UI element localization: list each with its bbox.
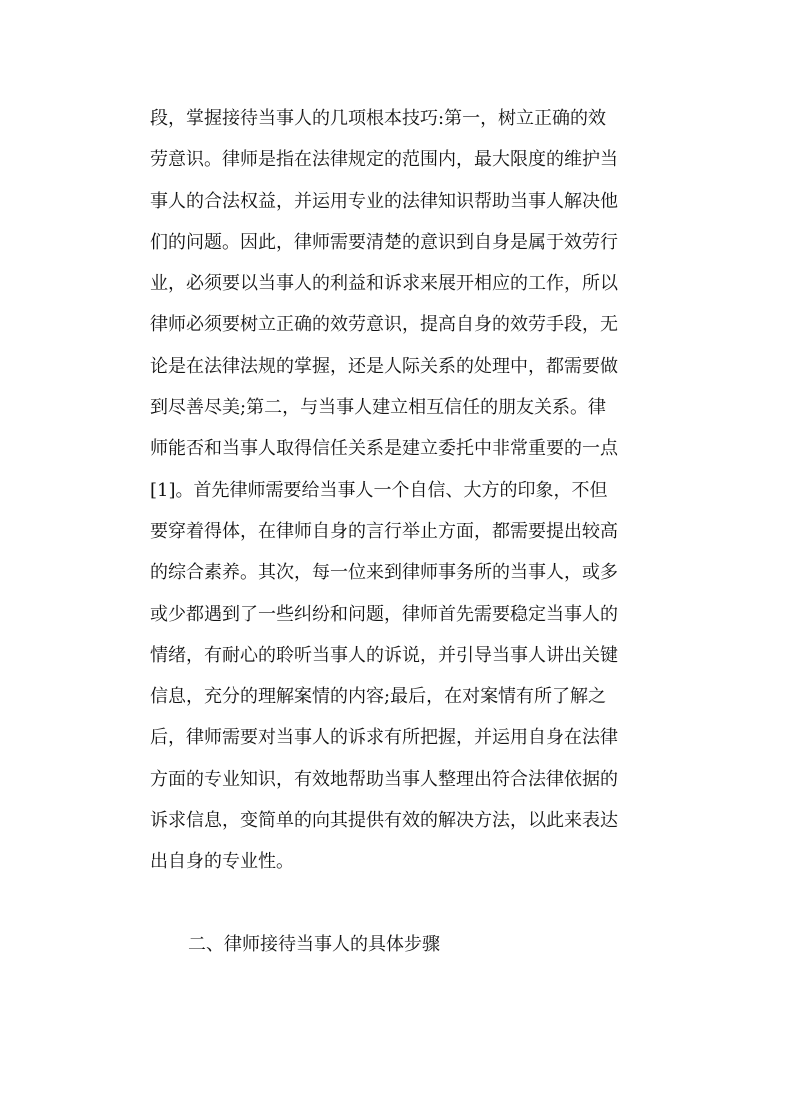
paragraph-line: 们的问题。因此，律师需要清楚的意识到自身是属于效劳行 <box>150 231 618 253</box>
paragraph-line: 诉求信息，变简单的向其提供有效的解决方法，以此来表达 <box>150 810 618 832</box>
paragraph-line: 后，律师需要对当事人的诉求有所把握，并运用自身在法律 <box>150 727 618 749</box>
paragraph-line: 论是在法律法规的掌握，还是人际关系的处理中，都需要做 <box>150 355 618 377</box>
paragraph-line: 情绪，有耐心的聆听当事人的诉说，并引导当事人讲出关键 <box>150 644 618 666</box>
paragraph-line: 业，必须要以当事人的利益和诉求来展开相应的工作，所以 <box>150 273 618 295</box>
body-paragraph <box>150 98 650 883</box>
paragraph-line: 师能否和当事人取得信任关系是建立委托中非常重要的一点 <box>150 438 618 460</box>
paragraph-line: 信息，充分的理解案情的内容;最后，在对案情有所了解之 <box>150 686 607 708</box>
section-heading: 二、律师接待当事人的具体步骤 <box>188 934 440 955</box>
paragraph-line: 的综合素养。其次，每一位来到律师事务所的当事人，或多 <box>150 562 618 584</box>
paragraph-line: 要穿着得体，在律师自身的言行举止方面，都需要提出较高 <box>150 520 618 542</box>
paragraph-line: 或少都遇到了一些纠纷和问题，律师首先需要稳定当事人的 <box>150 603 618 625</box>
paragraph-line: 到尽善尽美;第二，与当事人建立相互信任的朋友关系。律 <box>150 397 607 419</box>
paragraph-line: 段，掌握接待当事人的几项根本技巧:第一，树立正确的效 <box>150 108 607 129</box>
paragraph-line: 律师必须要树立正确的效劳意识，提高自身的效劳手段，无 <box>150 314 618 336</box>
paragraph-line: [1]。首先律师需要给当事人一个自信、大方的印象，不但 <box>150 479 608 501</box>
paragraph-line: 事人的合法权益，并运用专业的法律知识帮助当事人解决他 <box>150 190 618 212</box>
paragraph-line: 出自身的专业性。 <box>150 851 294 873</box>
paragraph-line: 劳意识。律师是指在法律规定的范围内，最大限度的维护当 <box>150 149 618 171</box>
paragraph-line: 方面的专业知识，有效地帮助当事人整理出符合法律依据的 <box>150 768 618 790</box>
